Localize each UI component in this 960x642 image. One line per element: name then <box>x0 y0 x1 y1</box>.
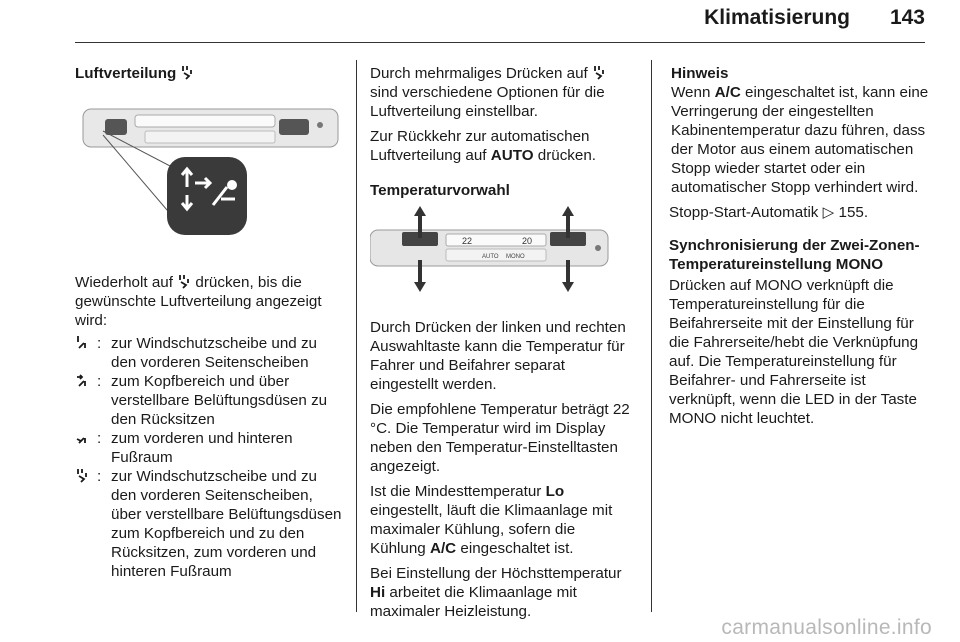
airflow-all-icon <box>177 273 191 289</box>
chapter-title: Klimatisierung <box>704 6 850 29</box>
paragraph: Die empfohlene Temperatur beträgt 22 °C. Die Temperatur wird im Display neben den Temperatur-Einstelltasten angezeigt. <box>370 401 630 475</box>
list-item: : zur Windschutzscheibe und zu den vorderen Seitenscheiben, über verstellbare Belüftungsdüsen zum Kopfbereich und zu den Rücksitzen, zum vorderen und hinteren Fußraum <box>75 467 343 581</box>
paragraph: Bei Einstellung der Höchsttemperatur Hi arbeitet die Klimaanlage mit maximaler Heizleistung. <box>370 565 622 620</box>
paragraph: Ist die Mindesttemperatur Lo eingestellt, läuft die Klimaanlage mit maximaler Kühlung, sofern die Kühlung A/C eingeschaltet ist. <box>370 483 613 557</box>
page-number: 143 <box>889 6 925 29</box>
svg-text:AUTO: AUTO <box>482 254 499 260</box>
column-3 <box>669 64 929 428</box>
column-divider-2 <box>651 60 652 612</box>
svg-text:MONO: MONO <box>506 254 525 260</box>
note-text: Wenn A/C eingeschaltet ist, kann eine Verringerung der eingestellten Kabinentemperatur dazu führen, dass der Motor aus einem automatischen Stopp wieder startet oder ein automatischer Stopp verhindert wird. <box>671 84 929 196</box>
list-item: : zur Windschutzscheibe und zu den vorderen Seitenscheiben <box>75 334 343 372</box>
temperature-panel-figure <box>370 206 632 292</box>
temp-right-display: 20 <box>522 236 533 246</box>
temp-left-display: 22 <box>462 236 473 246</box>
paragraph: Durch mehrmaliges Drücken auf sind verschiedene Optionen für die Luftverteilung einstellbar. <box>370 65 605 120</box>
airflow-all-icon <box>180 64 194 80</box>
header-divider <box>75 42 925 43</box>
column-2 <box>370 64 632 621</box>
section-heading-temperaturvorwahl: Temperaturvorwahl <box>370 182 510 199</box>
column-1 <box>75 64 343 581</box>
paragraph: Zur Rückkehr zur automatischen Luftverteilung auf AUTO drücken. <box>370 128 597 164</box>
paragraph: Drücken auf MONO verknüpft die Temperatureinstellung für die Beifahrerseite mit der Einstellung für die Fahrerseite/hebt die Verknüpfung auf. Die Temperatureinstellung für Beifahrer- und Fahrerseite ist verknüpft, wenn die LED in der Taste MONO nicht leuchtet. <box>669 277 919 427</box>
cross-reference-link[interactable]: Stopp-Start-Automatik ▷ 155. <box>669 204 869 221</box>
watermark: carmanualsonline.info <box>721 616 932 639</box>
section-heading-luftverteilung: Luftverteilung <box>75 64 343 83</box>
airflow-head-icon <box>75 372 89 388</box>
list-item: : zum vorderen und hinteren Fußraum <box>75 429 343 467</box>
column-divider-1 <box>356 60 357 612</box>
airflow-windshield-icon <box>75 334 89 350</box>
note-box <box>669 64 929 197</box>
airflow-option-list <box>75 334 343 581</box>
airflow-all-icon <box>592 64 606 80</box>
airflow-instruction: Wiederholt auf drücken, bis die gewünschte Luftverteilung angezeigt wird: <box>75 274 322 329</box>
airflow-foot-icon <box>75 429 89 445</box>
airflow-button-figure <box>75 97 343 257</box>
section-heading-mono: Synchronisierung der Zwei-Zonen-Temperatureinstellung MONO <box>669 237 920 273</box>
list-item: : zum Kopfbereich und über verstellbare Belüftungsdüsen zu den Rücksitzen <box>75 372 343 429</box>
note-heading: Hinweis <box>671 65 729 82</box>
paragraph: Durch Drücken der linken und rechten Auswahltaste kann die Temperatur für Fahrer und Beifahrer separat eingestellt werden. <box>370 319 626 393</box>
airflow-all-icon <box>75 467 89 483</box>
